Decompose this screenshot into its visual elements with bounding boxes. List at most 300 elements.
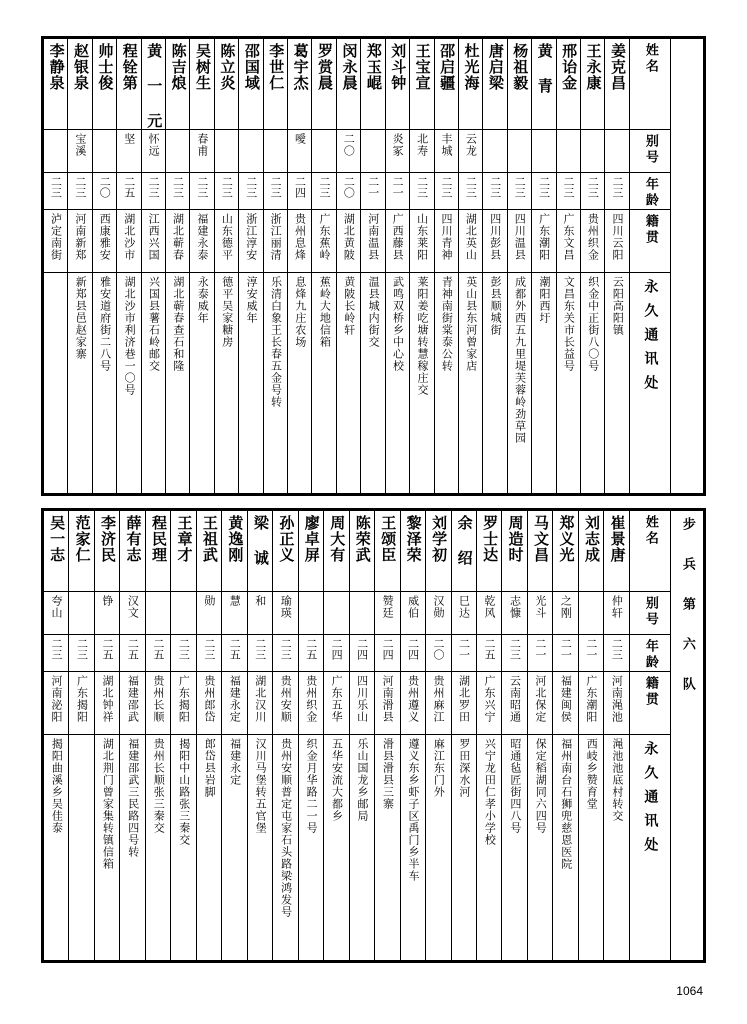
- cell-origin-10: [298, 672, 323, 735]
- cell-origin-21-text: 广东文昌: [562, 213, 575, 261]
- cell-address-6-text: 郎岱县岩脚: [203, 738, 217, 798]
- cell-name-6-text: 王祖武: [200, 515, 219, 563]
- cell-name-4-text: 黄 一 元: [145, 43, 164, 129]
- cell-origin-10-text: 贵州息烽: [293, 213, 307, 261]
- cell-origin-14: [400, 672, 425, 735]
- cell-address-16: [451, 735, 476, 961]
- cell-alias-18: [502, 592, 527, 635]
- cell-age-14: [400, 635, 425, 672]
- cell-origin-16-text: 湖北罗田: [457, 675, 471, 723]
- cell-address-1: [69, 735, 94, 961]
- cell-address-2-text: 湖北荆门曾家集转镇信箱: [101, 738, 115, 870]
- cell-name-1-text: 赵银泉: [71, 43, 90, 91]
- unit-label: [671, 511, 704, 961]
- cell-address-21: [578, 735, 603, 961]
- cell-origin-7-text: 福建永定: [228, 675, 242, 723]
- cell-age-12: [336, 173, 360, 210]
- cell-alias-21: [556, 130, 580, 173]
- cell-address-10: [298, 735, 323, 961]
- cell-name-21: [578, 511, 603, 592]
- table-row: [44, 39, 704, 130]
- cell-name-2-text: 帅士俊: [96, 43, 115, 91]
- cell-name-9-text: 孙正义: [277, 515, 296, 563]
- cell-name-4: [141, 39, 165, 130]
- cell-alias-7: [214, 130, 238, 173]
- unit-label-text: 步 兵 第 六 队: [679, 517, 695, 696]
- cell-age-0-text: 二三: [50, 638, 63, 660]
- cell-origin-9: [273, 672, 298, 735]
- cell-age-0: [44, 173, 68, 210]
- cell-origin-10-text: 贵州织金: [304, 675, 318, 723]
- cell-address-12-text: 黄陂长岭轩: [342, 276, 356, 336]
- cell-address-5-text: 湖北蕲春查石和隆: [171, 276, 185, 372]
- cell-address-9: [273, 735, 298, 961]
- cell-address-7: [214, 273, 238, 494]
- cell-origin-19-text: 四川温县: [513, 213, 527, 261]
- cell-age-0-text: 二三: [49, 176, 63, 198]
- cell-alias-1: [69, 592, 94, 635]
- cell-address-19-text: 成都外西五九里堤芙蓉岭劲草园: [513, 276, 527, 444]
- cell-alias-1-text: 宝溪: [73, 133, 87, 157]
- cell-alias-13: [375, 592, 400, 635]
- cell-age-3-text: 二五: [126, 638, 140, 660]
- cell-origin-17: [476, 672, 501, 735]
- cell-alias-15-text: 汉勋: [432, 595, 446, 619]
- cell-address-13-text: 温县城内街交: [367, 276, 381, 348]
- cell-age-2: [94, 635, 119, 672]
- cell-alias-16: [434, 130, 458, 173]
- cell-origin-11: [324, 672, 349, 735]
- cell-age-4-text: 二五: [151, 638, 165, 660]
- cell-address-14: [385, 273, 409, 494]
- cell-name-0-text: 李静泉: [47, 43, 66, 91]
- cell-name-23-text: 姜克昌: [609, 43, 628, 91]
- column-header-origin-text: 籍贯: [642, 214, 658, 246]
- cell-name-5-text: 王章才: [175, 515, 194, 563]
- cell-address-6: [196, 735, 221, 961]
- cell-origin-21: [578, 672, 603, 735]
- cell-age-22: [580, 173, 604, 210]
- cell-age-14: [385, 173, 409, 210]
- cell-name-14-text: 黎泽荣: [404, 515, 423, 563]
- cell-name-11-text: 罗赏晨: [316, 43, 335, 91]
- cell-origin-13: [375, 672, 400, 735]
- cell-name-17-text: 罗士达: [481, 515, 500, 563]
- cell-address-9-text: 贵州安顺普定屯家石头路梁鸿发号: [279, 738, 293, 918]
- cell-address-16-text: 青神南街棠泰公转: [440, 276, 454, 372]
- cell-age-8-text: 二三: [244, 176, 258, 198]
- cell-name-10-text: 廖卓屏: [302, 515, 321, 563]
- cell-address-10-text: 织金月华路二一号: [305, 738, 319, 834]
- roster-table-top: [41, 36, 706, 496]
- cell-address-2: [94, 735, 119, 961]
- cell-origin-19-text: 河北保定: [533, 675, 547, 723]
- cell-address-7-text: 福建永定: [228, 738, 242, 786]
- cell-origin-5: [171, 672, 196, 735]
- cell-age-19-text: 二三: [513, 176, 527, 198]
- cell-age-1: [69, 635, 94, 672]
- cell-origin-4: [145, 672, 170, 735]
- cell-alias-10-text: 噯: [293, 133, 307, 145]
- cell-age-21-text: 二三: [562, 176, 575, 198]
- cell-name-4: [145, 511, 170, 592]
- cell-origin-17-text: 广东兴宁: [482, 675, 496, 723]
- cell-name-9: [273, 511, 298, 592]
- cell-address-14-text: 遵义东乡虾子区禹门乡半车: [406, 738, 420, 882]
- cell-origin-2: [94, 672, 119, 735]
- cell-address-15: [410, 273, 434, 494]
- cell-name-3: [120, 511, 145, 592]
- column-header-address: [630, 735, 671, 961]
- cell-alias-6: [190, 130, 214, 173]
- cell-address-4-text: 贵州长顺张三秦交: [152, 738, 166, 834]
- column-header-alias-text: 别号: [642, 134, 658, 166]
- cell-name-0: [44, 511, 69, 592]
- cell-origin-7-text: 山东德平: [220, 213, 234, 261]
- cell-name-20-text: 郑义光: [557, 515, 576, 563]
- cell-origin-13-text: 河南滑县: [381, 675, 395, 723]
- cell-origin-20: [553, 672, 578, 735]
- cell-address-9: [263, 273, 287, 494]
- cell-origin-6-text: 贵州郎岱: [202, 675, 216, 723]
- cell-age-2-text: 二〇: [98, 176, 112, 198]
- cell-origin-12: [349, 672, 374, 735]
- cell-alias-12-text: 二〇: [342, 133, 356, 157]
- cell-alias-3-text: 汉文: [126, 595, 140, 619]
- cell-address-13: [361, 273, 385, 494]
- cell-alias-11: [324, 592, 349, 635]
- cell-origin-15-text: 贵州麻江: [432, 675, 446, 723]
- cell-origin-11: [312, 210, 336, 273]
- cell-alias-6-text: 勋: [202, 595, 216, 607]
- column-header-address-text: 永久通讯处: [642, 279, 659, 399]
- cell-address-22: [604, 735, 630, 961]
- cell-age-22-text: 二三: [610, 638, 624, 660]
- cell-alias-20-text: 之刚: [559, 595, 573, 619]
- cell-age-19: [507, 173, 531, 210]
- unit-label: [671, 39, 704, 494]
- cell-address-5: [166, 273, 190, 494]
- cell-name-21-text: 刘志成: [582, 515, 601, 563]
- cell-age-17: [476, 635, 501, 672]
- cell-address-15-text: 莱阳姜吃塘转慧稼庄交: [415, 276, 429, 396]
- cell-name-16-text: 邵启疆: [438, 43, 457, 91]
- cell-origin-3: [120, 672, 145, 735]
- cell-address-15-text: 麻江东门外: [432, 738, 446, 798]
- cell-age-4: [145, 635, 170, 672]
- cell-alias-19-text: 光斗: [533, 595, 547, 619]
- cell-alias-1: [68, 130, 92, 173]
- cell-origin-22-text: 贵州织金: [586, 213, 600, 261]
- cell-origin-4-text: 贵州长顺: [151, 675, 165, 723]
- cell-name-7-text: 陈立炎: [218, 43, 237, 91]
- cell-address-17-text: 英山县东河曾家店: [464, 276, 478, 372]
- cell-age-8: [239, 173, 263, 210]
- cell-age-2-text: 二五: [100, 638, 114, 660]
- cell-name-11: [312, 39, 336, 130]
- cell-name-12-text: 闵永晨: [340, 43, 359, 91]
- cell-address-17: [458, 273, 482, 494]
- cell-name-3: [117, 39, 141, 130]
- page-number: 1064: [676, 984, 703, 998]
- cell-address-23-text: 云阳高阳镇: [611, 276, 625, 336]
- cell-alias-3: [120, 592, 145, 635]
- cell-origin-19: [507, 210, 531, 273]
- table-row: [44, 210, 704, 273]
- cell-origin-18-text: 云南昭通: [508, 675, 522, 723]
- cell-address-7-text: 德平吴家糖房: [220, 276, 234, 348]
- cell-age-21: [578, 635, 603, 672]
- cell-name-12: [349, 511, 374, 592]
- cell-age-20-text: 二三: [537, 176, 551, 198]
- cell-name-3-text: 薛有志: [124, 515, 143, 563]
- cell-name-3-text: 程铨第: [120, 43, 139, 91]
- table-row: [44, 592, 704, 635]
- cell-alias-16-text: 丰城: [439, 133, 453, 157]
- cell-age-7-text: 二五: [228, 638, 242, 660]
- cell-origin-22: [604, 672, 630, 735]
- cell-age-5: [171, 635, 196, 672]
- cell-age-3: [120, 635, 145, 672]
- cell-origin-5-text: 广东揭阳: [177, 675, 191, 723]
- cell-alias-9: [273, 592, 298, 635]
- cell-age-0: [44, 635, 69, 672]
- cell-name-5-text: 陈吉烺: [169, 43, 188, 91]
- cell-origin-18: [483, 210, 507, 273]
- cell-alias-3-text: 坚: [122, 133, 136, 145]
- cell-name-14: [385, 39, 409, 130]
- cell-address-21: [556, 273, 580, 494]
- cell-address-11: [312, 273, 336, 494]
- cell-name-17: [458, 39, 482, 130]
- cell-name-20-text: 黄 青: [535, 43, 554, 94]
- table-row: [44, 672, 704, 735]
- cell-address-8: [247, 735, 272, 961]
- cell-address-19: [527, 735, 552, 961]
- cell-address-20: [553, 735, 578, 961]
- cell-alias-8: [239, 130, 263, 173]
- cell-origin-18: [502, 672, 527, 735]
- cell-age-16: [451, 635, 476, 672]
- cell-name-17-text: 杜光海: [462, 43, 481, 91]
- cell-origin-14-text: 广西藤县: [391, 213, 405, 261]
- cell-origin-23-text: 四川云阳: [610, 213, 624, 261]
- cell-origin-12: [336, 210, 360, 273]
- cell-name-1: [69, 511, 94, 592]
- cell-alias-18: [483, 130, 507, 173]
- cell-name-2-text: 李济民: [99, 515, 118, 563]
- cell-address-11: [324, 735, 349, 961]
- cell-name-5: [171, 511, 196, 592]
- cell-alias-6: [196, 592, 221, 635]
- cell-origin-21-text: 广东潮阳: [584, 675, 598, 723]
- cell-alias-16: [451, 592, 476, 635]
- cell-name-11: [324, 511, 349, 592]
- cell-address-8: [239, 273, 263, 494]
- cell-age-20-text: 二一: [559, 638, 573, 660]
- column-header-name-text: 姓名: [642, 515, 658, 547]
- cell-name-19-text: 马文昌: [532, 515, 551, 563]
- cell-address-19: [507, 273, 531, 494]
- column-header-age-text: 年龄: [642, 639, 658, 671]
- cell-name-6: [190, 39, 214, 130]
- cell-address-11-text: 蕉岭大地信箱: [318, 276, 332, 348]
- cell-alias-17-text: 云龙: [464, 133, 478, 157]
- cell-age-15: [410, 173, 434, 210]
- table-row: [44, 635, 704, 672]
- cell-origin-0-text: 河南泌阳: [50, 675, 63, 723]
- cell-address-8-text: 淳安威年: [245, 276, 259, 324]
- cell-alias-0-text: 夸山: [50, 595, 63, 619]
- cell-age-20: [532, 173, 556, 210]
- cell-alias-2: [94, 592, 119, 635]
- cell-address-20: [532, 273, 556, 494]
- cell-age-23: [605, 173, 630, 210]
- cell-origin-3-text: 湖北沙市: [122, 213, 136, 261]
- cell-alias-9-text: 瑜瑛: [279, 595, 293, 619]
- cell-alias-5: [171, 592, 196, 635]
- cell-origin-16-text: 四川青神: [439, 213, 453, 261]
- cell-origin-20: [532, 210, 556, 273]
- cell-age-5-text: 二三: [177, 638, 191, 660]
- cell-origin-20-text: 福建闽侯: [559, 675, 573, 723]
- column-header-age: [630, 635, 671, 672]
- cell-origin-12-text: 四川乐山: [355, 675, 369, 723]
- cell-origin-13-text: 河南温县: [366, 213, 380, 261]
- cell-alias-13-text: 赞廷: [381, 595, 395, 619]
- cell-origin-7: [222, 672, 247, 735]
- cell-name-10-text: 葛宇杰: [291, 43, 310, 91]
- cell-origin-16: [434, 210, 458, 273]
- cell-address-6-text: 永泰威年: [196, 276, 210, 324]
- cell-alias-4: [145, 592, 170, 635]
- cell-address-17: [476, 735, 501, 961]
- cell-origin-9: [263, 210, 287, 273]
- cell-origin-19: [527, 672, 552, 735]
- column-header-name: [630, 511, 671, 592]
- cell-address-9-text: 乐清白象王长春五金号转: [269, 276, 283, 408]
- cell-address-21-text: 西岐乡赞育堂: [585, 738, 599, 810]
- cell-alias-7: [222, 592, 247, 635]
- cell-age-17: [458, 173, 482, 210]
- cell-origin-14: [385, 210, 409, 273]
- cell-origin-22: [580, 210, 604, 273]
- cell-age-22: [604, 635, 630, 672]
- cell-origin-17: [458, 210, 482, 273]
- cell-alias-9: [263, 130, 287, 173]
- cell-name-18: [502, 511, 527, 592]
- cell-name-13-text: 王颂臣: [379, 515, 398, 563]
- cell-name-21: [556, 39, 580, 130]
- cell-alias-22: [604, 592, 630, 635]
- cell-age-10: [298, 635, 323, 672]
- cell-address-2-text: 雅安道府街二八号: [98, 276, 112, 372]
- cell-alias-12: [336, 130, 360, 173]
- cell-origin-10: [288, 210, 312, 273]
- cell-age-1-text: 二三: [75, 638, 89, 660]
- cell-alias-7-text: 慧: [228, 595, 242, 607]
- table-row: [44, 273, 704, 494]
- cell-alias-20: [553, 592, 578, 635]
- cell-origin-5-text: 湖北蕲春: [171, 213, 185, 261]
- column-header-alias-text: 别号: [642, 596, 658, 628]
- cell-name-22: [604, 511, 630, 592]
- cell-address-2: [92, 273, 116, 494]
- cell-address-3: [117, 273, 141, 494]
- cell-age-2: [92, 173, 116, 210]
- table-row: [44, 735, 704, 961]
- cell-address-22: [580, 273, 604, 494]
- cell-name-7: [222, 511, 247, 592]
- cell-origin-13: [361, 210, 385, 273]
- cell-age-15-text: 二三: [415, 176, 429, 198]
- cell-address-4-text: 兴国县薯石岭邮交: [147, 276, 161, 372]
- cell-alias-14-text: 炎冢: [391, 133, 405, 157]
- column-header-alias: [630, 592, 671, 635]
- cell-alias-2-text: 铮: [100, 595, 114, 607]
- column-header-origin: [630, 210, 671, 273]
- cell-origin-11-text: 广东蕉岭: [317, 213, 331, 261]
- cell-name-22-text: 崔景唐: [608, 515, 627, 563]
- cell-alias-2: [92, 130, 116, 173]
- column-header-age-text: 年龄: [642, 177, 658, 209]
- cell-address-12-text: 乐山国龙乡邮局: [356, 738, 370, 822]
- cell-name-18: [483, 39, 507, 130]
- cell-origin-15: [426, 672, 451, 735]
- cell-alias-11: [312, 130, 336, 173]
- roster-grid-bottom: [43, 510, 704, 961]
- cell-alias-17-text: 乾风: [482, 595, 496, 619]
- cell-age-3-text: 二五: [122, 176, 136, 198]
- cell-age-8-text: 二三: [253, 638, 267, 660]
- cell-origin-3-text: 福建邵武: [126, 675, 140, 723]
- cell-address-18: [502, 735, 527, 961]
- column-header-origin: [630, 672, 671, 735]
- cell-age-12: [349, 635, 374, 672]
- cell-origin-9-text: 贵州安顺: [279, 675, 293, 723]
- cell-name-16-text: 余 绍: [455, 515, 474, 566]
- cell-name-15-text: 王宝宣: [413, 43, 432, 91]
- cell-age-6-text: 二三: [195, 176, 209, 198]
- cell-age-13-text: 二一: [366, 176, 380, 198]
- cell-address-10: [288, 273, 312, 494]
- cell-name-20: [532, 39, 556, 130]
- cell-alias-10: [298, 592, 323, 635]
- cell-age-6: [190, 173, 214, 210]
- cell-age-20: [553, 635, 578, 672]
- cell-alias-14: [400, 592, 425, 635]
- cell-origin-8: [239, 210, 263, 273]
- cell-origin-2-text: 西康雅安: [98, 213, 112, 261]
- cell-alias-17: [458, 130, 482, 173]
- cell-address-18-text: 彭县顺城街: [489, 276, 503, 336]
- cell-origin-16: [451, 672, 476, 735]
- cell-age-5: [166, 173, 190, 210]
- cell-origin-11-text: 广东五华: [330, 675, 344, 723]
- cell-age-13-text: 二四: [381, 638, 395, 660]
- column-header-address-text: 永久通讯处: [642, 741, 659, 861]
- cell-age-7: [214, 173, 238, 210]
- cell-address-0-text: 揭阳曲溪乡吴佳泰: [50, 738, 64, 834]
- cell-address-12: [336, 273, 360, 494]
- cell-name-1-text: 范家仁: [73, 515, 92, 563]
- cell-alias-17: [476, 592, 501, 635]
- cell-address-3: [120, 735, 145, 961]
- cell-address-11-text: 五华安流大都乡: [330, 738, 344, 822]
- column-header-address: [630, 273, 671, 494]
- cell-alias-8: [247, 592, 272, 635]
- cell-origin-8: [247, 672, 272, 735]
